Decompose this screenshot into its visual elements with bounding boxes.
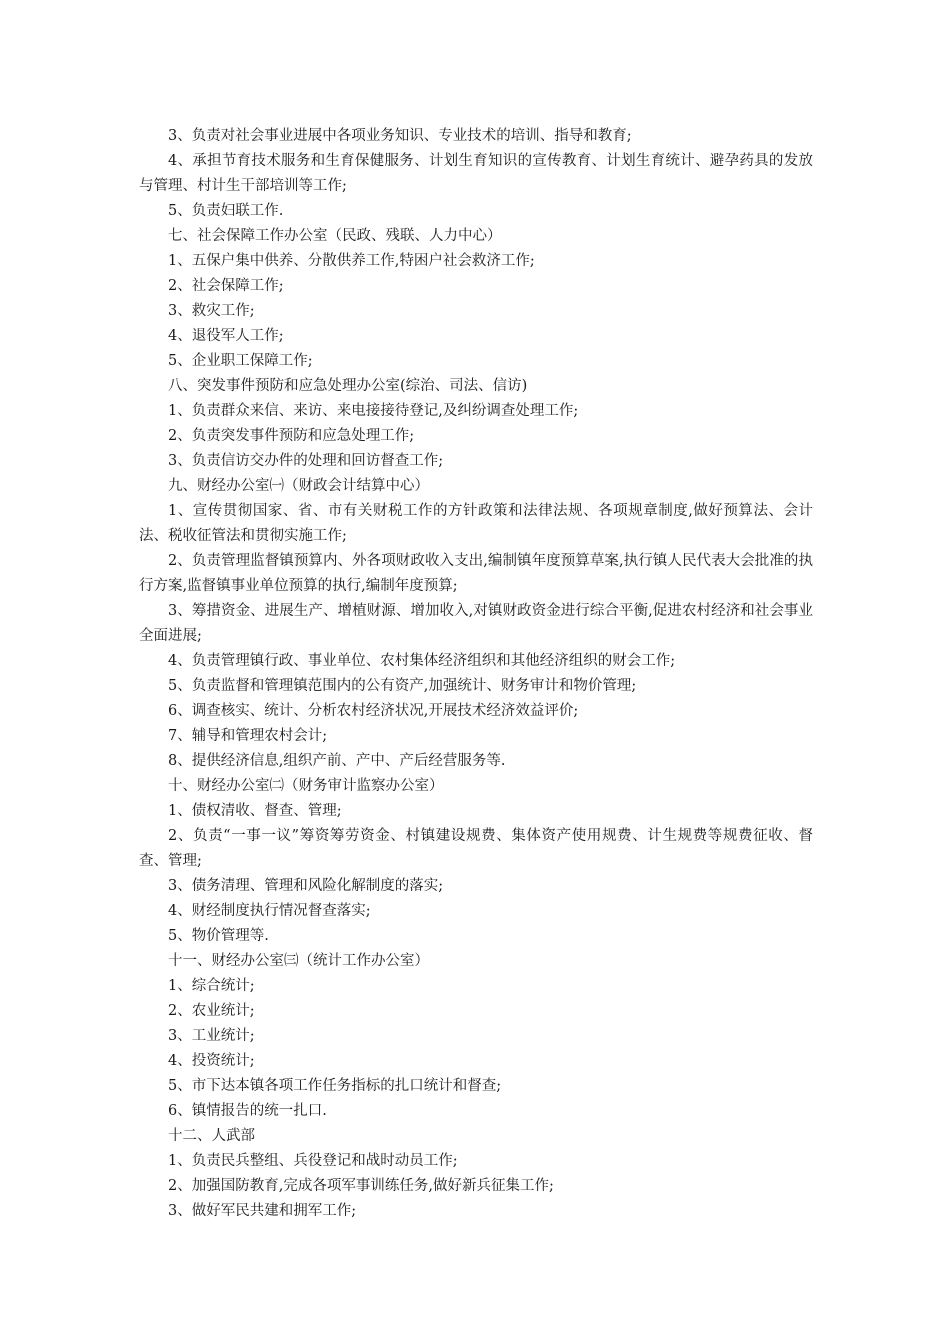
paragraph: 3、负责对社会事业进展中各项业务知识、专业技术的培训、指导和教育;: [168, 128, 632, 144]
paragraph: 5、物价管理等.: [168, 928, 269, 944]
paragraph: 1、五保户集中供养、分散供养工作,特困户社会救济工作;: [168, 253, 535, 269]
section-heading: 十、财经办公室㈡（财务审计监察办公室）: [168, 778, 444, 794]
paragraph: 3、救灾工作;: [168, 303, 255, 319]
paragraph: 6、镇情报告的统一扎口.: [168, 1103, 327, 1119]
paragraph: 1、负责群众来信、来访、来电接接待登记,及纠纷调查处理工作;: [168, 403, 579, 419]
paragraph: 3、筹措资金、进展生产、增植财源、增加收入,对镇财政资金进行综合平衡,促进农村经济和社会事业全面进展;: [139, 603, 813, 644]
document-body: [139, 124, 813, 1224]
paragraph: 3、工业统计;: [168, 1028, 255, 1044]
paragraph: 4、负责管理镇行政、事业单位、农村集体经济组织和其他经济组织的财会工作;: [168, 653, 676, 669]
paragraph: 1、综合统计;: [168, 978, 255, 994]
paragraph: 4、财经制度执行情况督查落实;: [168, 903, 371, 919]
paragraph: 3、做好军民共建和拥军工作;: [168, 1203, 357, 1219]
paragraph: 7、辅导和管理农村会计;: [168, 728, 328, 744]
paragraph: 5、企业职工保障工作;: [168, 353, 313, 369]
paragraph: 2、负责管理监督镇预算内、外各项财政收入支出,编制镇年度预算草案,执行镇人民代表大会批准的执行方案,监督镇事业单位预算的执行,编制年度预算;: [139, 553, 813, 594]
paragraph: 2、加强国防教育,完成各项军事训练任务,做好新兵征集工作;: [168, 1178, 554, 1194]
paragraph: 3、债务清理、管理和风险化解制度的落实;: [168, 878, 444, 894]
section-heading: 九、财经办公室㈠（财政会计结算中心）: [168, 478, 429, 494]
paragraph: 5、负责妇联工作.: [168, 203, 284, 219]
paragraph: 2、负责“一事一议”筹资筹劳资金、村镇建设规费、集体资产使用规费、计生规费等规费征收、督查、管理;: [139, 828, 813, 869]
paragraph: 6、调查核实、统计、分析农村经济状况,开展技术经济效益评价;: [168, 703, 579, 719]
paragraph: 2、农业统计;: [168, 1003, 255, 1019]
section-heading: 十一、财经办公室㈢（统计工作办公室）: [168, 953, 429, 969]
paragraph: 2、负责突发事件预防和应急处理工作;: [168, 428, 415, 444]
section-heading: 七、社会保障工作办公室（民政、残联、人力中心）: [168, 228, 502, 244]
paragraph: 8、提供经济信息,组织产前、产中、产后经营服务等.: [168, 753, 506, 769]
paragraph: 4、承担节育技术服务和生育保健服务、计划生育知识的宣传教育、计划生育统计、避孕药具的发放与管理、村计生干部培训等工作;: [139, 153, 813, 194]
paragraph: 4、投资统计;: [168, 1053, 255, 1069]
paragraph: 5、负责监督和管理镇范围内的公有资产,加强统计、财务审计和物价管理;: [168, 678, 637, 694]
section-heading: 八、突发事件预防和应急处理办公室(综治、司法、信访): [168, 378, 528, 394]
paragraph: 2、社会保障工作;: [168, 278, 284, 294]
paragraph: 5、市下达本镇各项工作任务指标的扎口统计和督查;: [168, 1078, 502, 1094]
paragraph: 4、退役军人工作;: [168, 328, 284, 344]
paragraph: 1、负责民兵整组、兵役登记和战时动员工作;: [168, 1153, 458, 1169]
section-heading: 十二、人武部: [168, 1128, 255, 1144]
paragraph: 1、宣传贯彻国家、省、市有关财税工作的方针政策和法律法规、各项规章制度,做好预算法、会计法、税收征管法和贯彻实施工作;: [139, 503, 813, 544]
paragraph: 3、负责信访交办件的处理和回访督查工作;: [168, 453, 444, 469]
paragraph: 1、债权清收、督查、管理;: [168, 803, 342, 819]
